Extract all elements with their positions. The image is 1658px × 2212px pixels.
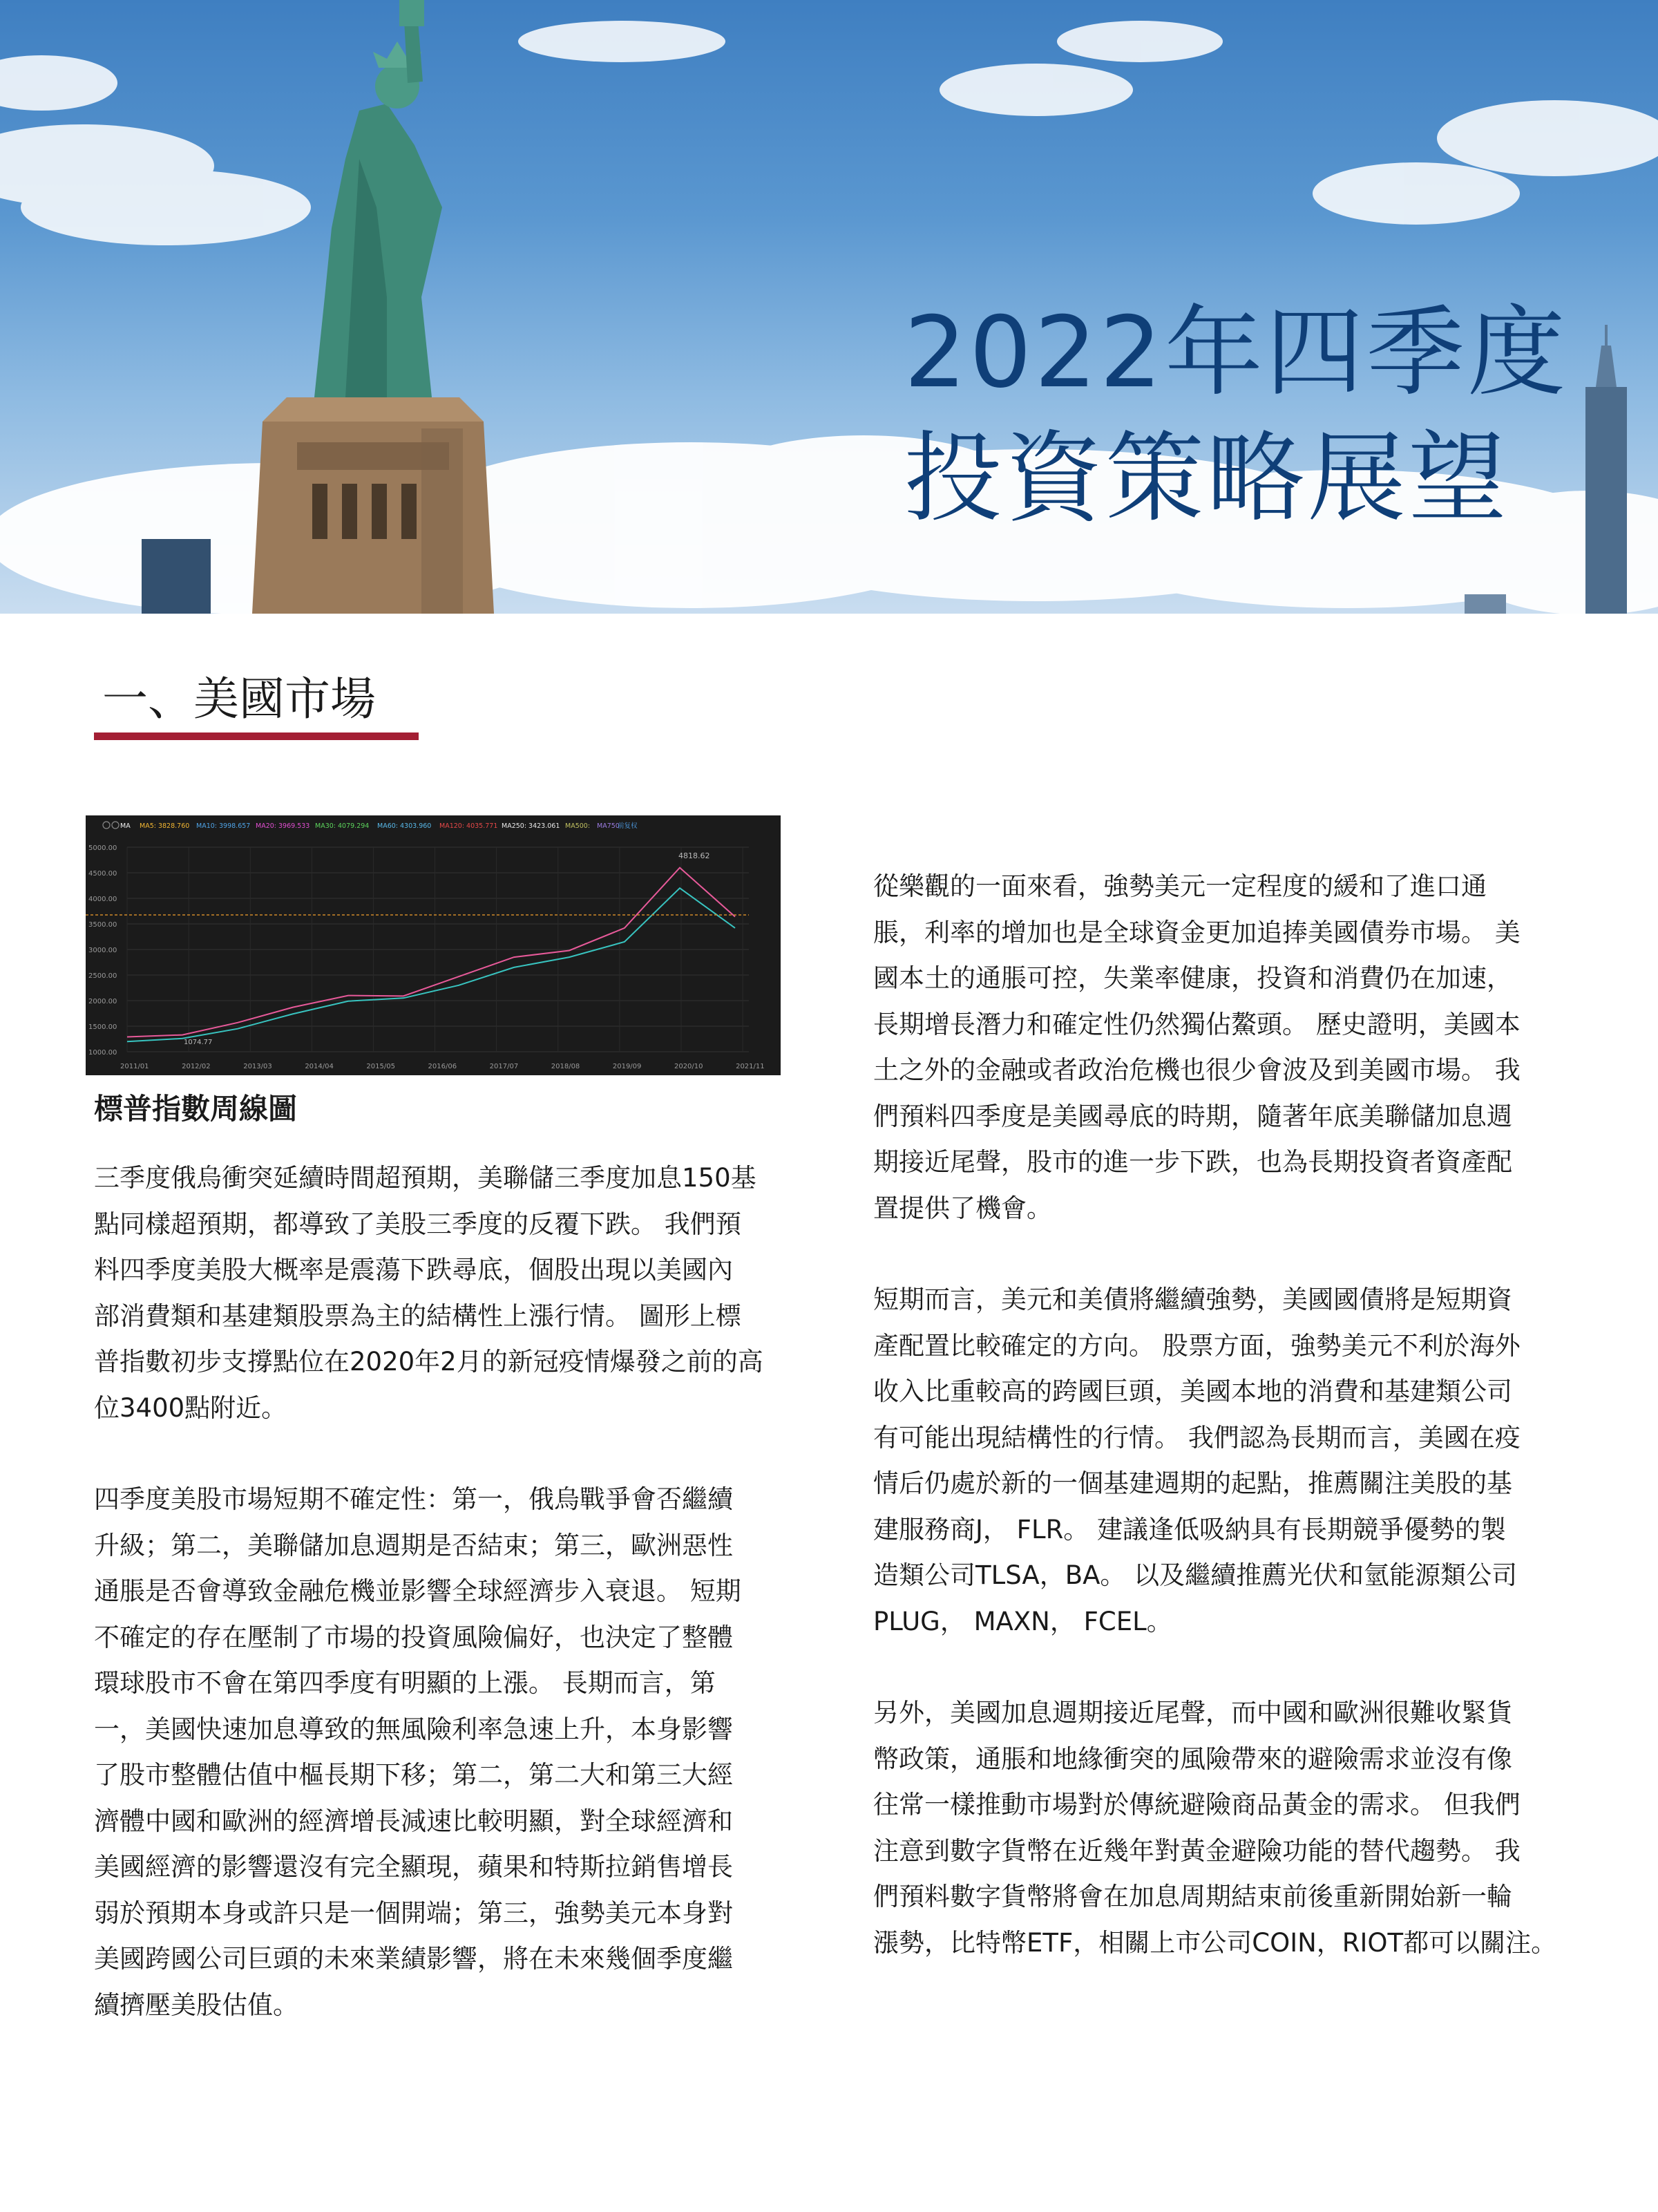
peak-label: 4818.62 (678, 851, 710, 860)
text-line: 有可能出現結構性的行情。 我們認為長期而言，美國在疫 (873, 1422, 1521, 1453)
text-line: 期接近尾聲，股市的進一步下跌，也為長期投資者資產配 (873, 1147, 1512, 1177)
y-tick-label: 3000.00 (88, 947, 117, 954)
text-line: 注意到數字貨幣在近幾年對黃金避險功能的替代趨勢。 我 (873, 1835, 1521, 1866)
text-line: 幣政策，通脹和地緣衝突的風險帶來的避險需求並沒有像 (873, 1743, 1512, 1774)
hero-title-line1: 2022年四季度 (904, 296, 1568, 410)
text-line: 環球股市不會在第四季度有明顯的上漲。 長期而言，第 (94, 1668, 716, 1698)
text-line: 脹，利率的增加也是全球資金更加追捧美國債券市場。 美 (873, 917, 1521, 947)
text-line: 普指數初步支撐點位在2020年2月的新冠疫情爆發之前的高 (94, 1347, 763, 1377)
text-line: 點同樣超預期，都導致了美股三季度的反覆下跌。 我們預 (94, 1209, 741, 1239)
x-tick-label: 2016/06 (428, 1063, 457, 1070)
left-paragraph-1 (94, 1155, 803, 1431)
chart-svg (86, 815, 781, 1075)
y-tick-label: 2500.00 (88, 972, 117, 980)
ma-legend-item: MA5: 3828.760 (140, 822, 190, 830)
ma-legend-item: MA750 (597, 822, 620, 830)
text-line: 情后仍處於新的一個基建週期的起點，推薦關注美股的基 (873, 1468, 1512, 1498)
ma-legend-item: 前复权 (618, 822, 638, 830)
ma-legend-item: MA20: 3969.533 (256, 822, 310, 830)
text-line: 往常一樣推動市場對於傳統避險商品黃金的需求。 但我們 (873, 1790, 1521, 1819)
left-paragraph-2 (94, 1477, 803, 2028)
text-line: 不確定的存在壓制了市場的投資風險偏好，也決定了整體 (94, 1622, 733, 1652)
section-title: 一、美國市場 (102, 672, 376, 726)
text-line: 漲勢，比特幣ETF，相關上市公司COIN，RIOT都可以關注。 (873, 1927, 1557, 1958)
y-tick-label: 1000.00 (88, 1049, 117, 1057)
x-tick-label: 2020/10 (674, 1063, 703, 1070)
x-tick-label: 2015/05 (366, 1063, 395, 1070)
text-line: PLUG， MAXN， FCEL。 (873, 1606, 1172, 1636)
text-line: 收入比重較高的跨國巨頭，美國本地的消費和基建類公司 (873, 1377, 1512, 1406)
x-tick-label: 2017/07 (489, 1063, 519, 1070)
chart-caption: 標普指數周線圖 (94, 1092, 298, 1126)
text-line: 造類公司TLSA，BA。 以及繼續推薦光伏和氫能源類公司 (873, 1560, 1518, 1590)
x-tick-label: 2014/04 (305, 1063, 334, 1070)
right-column (873, 864, 1582, 1966)
sp500-weekly-chart (86, 815, 781, 1075)
chart-settings-icon[interactable] (103, 822, 110, 829)
text-line: 通脹是否會導致金融危機並影響全球經濟步入衰退。 短期 (94, 1576, 741, 1606)
section-underline (94, 732, 419, 740)
text-line: 置提供了機會。 (873, 1193, 1052, 1223)
text-line: 建服務商J， FLR。 建議逢低吸納具有長期競爭優勢的製 (873, 1514, 1507, 1544)
y-tick-label: 4000.00 (88, 896, 117, 903)
text-line: 美國跨國公司巨頭的未來業績影響，將在未來幾個季度繼 (94, 1944, 733, 1974)
low-label: 1074.77 (184, 1039, 213, 1046)
text-line: 們預料數字貨幣將會在加息周期結束前後重新開始新一輪 (873, 1882, 1512, 1911)
ma-legend-item: MA60: 4303.960 (377, 822, 432, 830)
x-tick-label: 2021/11 (736, 1063, 765, 1070)
text-line: 升級；第二，美聯儲加息週期是否結束；第三，歐洲惡性 (94, 1530, 733, 1560)
chart-info-icon[interactable] (112, 822, 119, 829)
text-line: 長期增長潛力和確定性仍然獨佔鰲頭。 歷史證明，美國本 (873, 1009, 1521, 1039)
right-paragraph-1 (873, 864, 1582, 1231)
ma-legend-item: MA250: 3423.061 (502, 822, 560, 830)
right-paragraph-3 (873, 1690, 1582, 1966)
ma-legend-item: MA500: (565, 822, 591, 830)
text-line: 三季度俄烏衝突延續時間超預期，美聯儲三季度加息150基 (94, 1163, 756, 1193)
series-line (127, 888, 735, 1041)
hero-banner (0, 0, 1658, 614)
text-line: 部消費類和基建類股票為主的結構性上漲行情。 圖形上標 (94, 1301, 741, 1331)
text-line: 產配置比較確定的方向。 股票方面，強勢美元不利於海外 (873, 1330, 1521, 1361)
series-line (127, 868, 735, 1037)
y-tick-label: 3500.00 (88, 921, 117, 929)
text-line: 們預料四季度是美國尋底的時期，隨著年底美聯儲加息週 (873, 1101, 1512, 1131)
text-line: 濟體中國和歐洲的經濟增長減速比較明顯，對全球經濟和 (94, 1806, 733, 1836)
ma-legend-item: MA120: 4035.771 (439, 822, 498, 830)
y-tick-label: 2000.00 (88, 998, 117, 1005)
ma-legend-item: MA30: 4079.294 (315, 822, 370, 830)
y-tick-label: 1500.00 (88, 1023, 117, 1031)
ma-legend-item: MA (120, 822, 131, 830)
y-tick-label: 5000.00 (88, 844, 117, 852)
text-line: 短期而言，美元和美債將繼續強勢，美國國債將是短期資 (873, 1285, 1512, 1314)
text-line: 位3400點附近。 (94, 1392, 287, 1423)
x-tick-label: 2019/09 (612, 1063, 642, 1070)
text-line: 料四季度美股大概率是震蕩下跌尋底，個股出現以美國內 (94, 1255, 733, 1285)
x-tick-label: 2013/03 (243, 1063, 272, 1070)
x-tick-label: 2018/08 (551, 1063, 580, 1070)
hero-title-line2: 投資策略展望 (904, 422, 1509, 536)
x-tick-label: 2012/02 (182, 1063, 211, 1070)
hero-title (904, 290, 1568, 542)
text-line: 土之外的金融或者政治危機也很少會波及到美國市場。 我 (873, 1055, 1521, 1085)
text-line: 了股市整體估值中樞長期下移；第二，第二大和第三大經 (94, 1760, 733, 1790)
text-line: 四季度美股市場短期不確定性：第一，俄烏戰爭會否繼續 (94, 1484, 733, 1514)
ma-legend-item: MA10: 3998.657 (196, 822, 251, 830)
text-line: 國本土的通脹可控，失業率健康，投資和消費仍在加速， (873, 963, 1512, 993)
text-line: 一，美國快速加息導致的無風險利率急速上升，本身影響 (94, 1714, 733, 1744)
left-column (94, 1155, 803, 2028)
text-line: 從樂觀的一面來看，強勢美元一定程度的緩和了進口通 (873, 871, 1487, 901)
x-tick-label: 2011/01 (120, 1063, 149, 1070)
right-paragraph-2 (873, 1277, 1582, 1645)
text-line: 美國經濟的影響還沒有完全顯現，蘋果和特斯拉銷售增長 (94, 1852, 733, 1882)
text-line: 弱於預期本身或許只是一個開端；第三，強勢美元本身對 (94, 1898, 733, 1928)
text-line: 另外，美國加息週期接近尾聲，而中國和歐洲很難收緊貨 (873, 1698, 1512, 1728)
y-tick-label: 4500.00 (88, 870, 117, 878)
text-line: 續擠壓美股估值。 (94, 1989, 298, 2020)
